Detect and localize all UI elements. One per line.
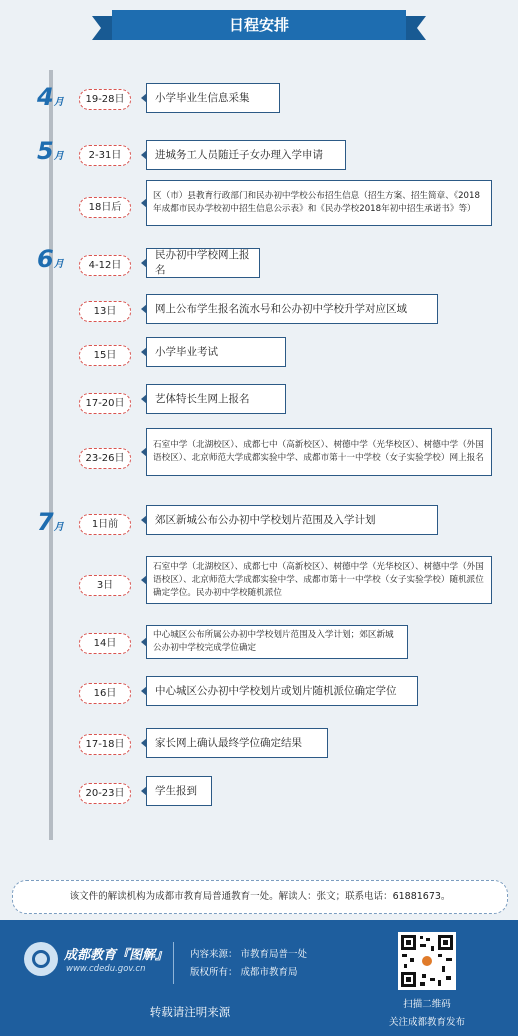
logo-url[interactable]: www.cdedu.gov.cn <box>66 964 146 974</box>
month-label-june: 6月 <box>37 245 64 273</box>
event-box: 艺体特长生网上报名 <box>146 384 286 414</box>
qr-label-follow: 关注成都教育发布 <box>388 1017 465 1028</box>
copyright: 版权所有： 成都市教育局 <box>190 967 298 978</box>
event-date: 18日后 <box>79 197 131 218</box>
event-box: 小学毕业生信息采集 <box>146 83 280 113</box>
event-date: 1日前 <box>79 514 131 535</box>
event-box: 民办初中学校网上报名 <box>146 248 260 278</box>
timeline-line <box>49 70 53 840</box>
event-date: 3日 <box>79 575 131 596</box>
event-date: 17-20日 <box>79 393 131 414</box>
qr-code-icon[interactable] <box>398 932 456 990</box>
month-label-may: 5月 <box>37 137 64 165</box>
event-box: 家长网上确认最终学位确定结果 <box>146 728 328 758</box>
event-date: 15日 <box>79 345 131 366</box>
interpretation-note: 该文件的解读机构为成都市教育局普通教育一处。解读人：张文；联系电话：61881673。 <box>12 880 508 914</box>
reprint-notice: 转载请注明来源 <box>149 1005 231 1019</box>
event-box: 区（市）县教育行政部门和民办初中学校公布招生信息（招生方案、招生简章、《2018年成都市民办学校初中招生信息公示表》和《民办学校2018年初中招生承诺书》等） <box>146 180 492 226</box>
month-label-april: 4月 <box>37 83 64 111</box>
event-box: 进城务工人员随迁子女办理入学申请 <box>146 140 346 170</box>
event-box: 石室中学（北湖校区）、成都七中（高新校区）、树德中学（光华校区）、树德中学（外国语校区）、北京师范大学成都实验中学、成都市第十一中学校（女子实验学校）随机派位确定学位。民办初中学校随机派位 <box>146 556 492 604</box>
event-date: 23-26日 <box>79 448 131 469</box>
event-date: 20-23日 <box>79 783 131 804</box>
page-title: 日程安排 <box>228 16 289 34</box>
event-date: 4-12日 <box>79 255 131 276</box>
event-box: 网上公布学生报名流水号和公办初中学校升学对应区域 <box>146 294 438 324</box>
event-date: 17-18日 <box>79 734 131 755</box>
event-box: 中心城区公布所属公办初中学校划片范围及入学计划；郊区新城公办初中学校完成学位确定 <box>146 625 408 659</box>
chengdu-education-logo-icon <box>24 942 58 976</box>
qr-label-scan: 扫描二维码 <box>403 999 451 1010</box>
event-date: 16日 <box>79 683 131 704</box>
title-banner <box>92 10 426 40</box>
event-box: 石室中学（北湖校区）、成都七中（高新校区）、树德中学（光华校区）、树德中学（外国语校区）、北京师范大学成都实验中学、成都市第十一中学校（女子实验学校）网上报名 <box>146 428 492 476</box>
event-box: 小学毕业考试 <box>146 337 286 367</box>
month-label-july: 7月 <box>37 508 64 536</box>
event-date: 13日 <box>79 301 131 322</box>
event-date: 2-31日 <box>79 145 131 166</box>
event-box: 郊区新城公布公办初中学校划片范围及入学计划 <box>146 505 438 535</box>
event-date: 19-28日 <box>79 89 131 110</box>
footer-divider <box>173 942 174 984</box>
event-box: 学生报到 <box>146 776 212 806</box>
event-date: 14日 <box>79 633 131 654</box>
content-source: 内容来源： 市教育局普一处 <box>190 949 308 960</box>
event-box: 中心城区公办初中学校划片或划片随机派位确定学位 <box>146 676 418 706</box>
logo-text: 成都教育『图解』 <box>64 948 169 963</box>
